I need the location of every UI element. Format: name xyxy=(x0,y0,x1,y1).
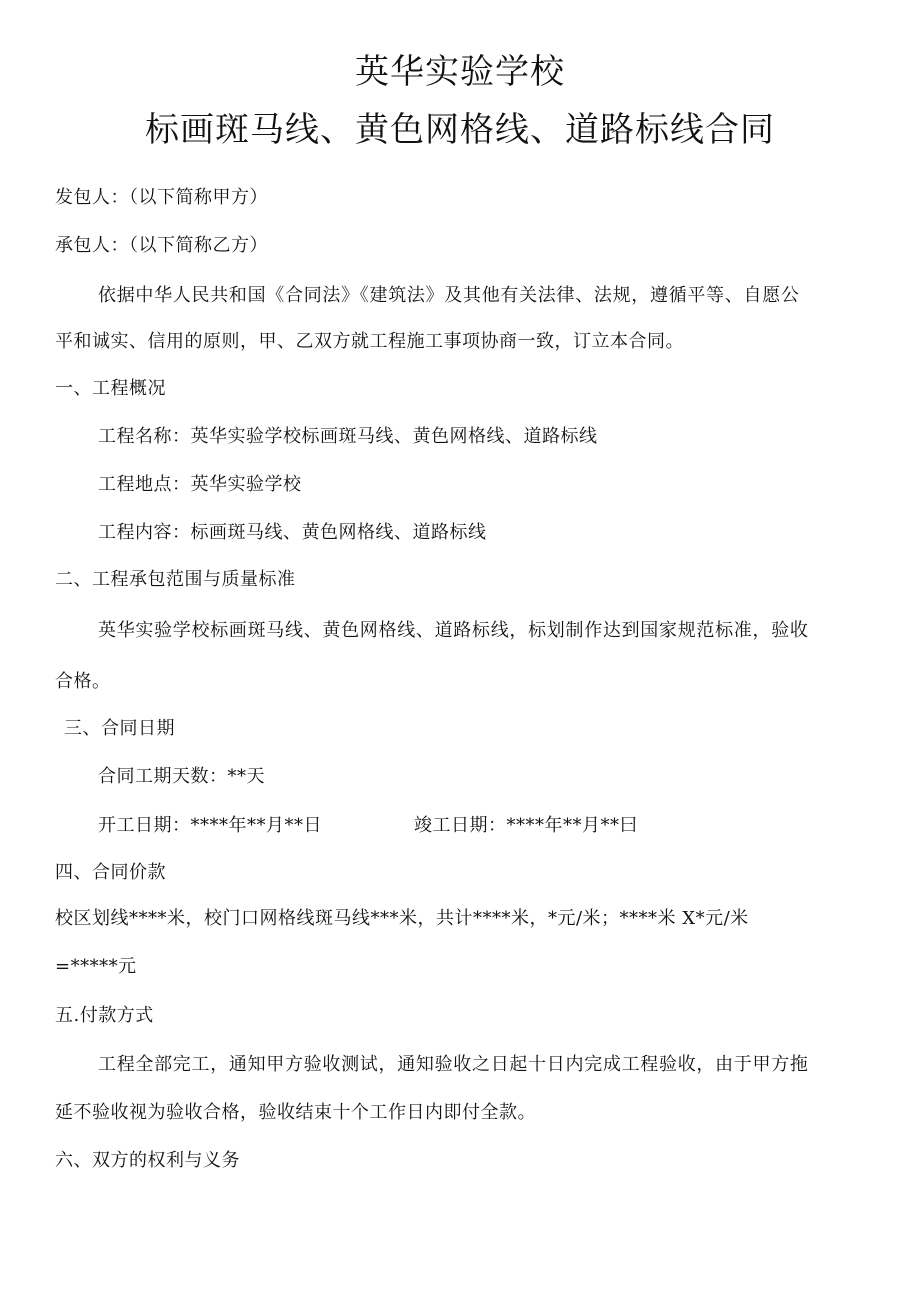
party-a-line: 发包人：（以下简称甲方） xyxy=(55,187,268,208)
start-date: 开工日期：****年**月**日 xyxy=(98,815,322,836)
project-location: 工程地点：英华实验学校 xyxy=(98,474,302,495)
party-b-line: 承包人：（以下简称乙方） xyxy=(55,235,268,256)
payment-line-2: 延不验收视为验收合格，验收结束十个工作日内即付全款。 xyxy=(55,1102,536,1123)
price-line-1: 校区划线****米，校门口网格线斑马线***米，共计****米，*元/米；****米 X*元/米 xyxy=(55,908,749,929)
end-date: 竣工日期：****年**月**曰 xyxy=(414,815,638,836)
project-content: 工程内容：标画斑马线、黄色网格线、道路标线 xyxy=(98,522,487,543)
section-4-heading: 四、合同价款 xyxy=(55,862,166,883)
preamble-line-2: 平和诚实、信用的原则，甲、乙双方就工程施工事项协商一致，订立本合同。 xyxy=(55,331,684,352)
section-6-heading: 六、双方的权利与义务 xyxy=(55,1150,240,1171)
section-2-heading: 二、工程承包范围与质量标准 xyxy=(55,569,296,590)
contract-title: 标画斑马线、黄色网格线、道路标线合同 xyxy=(145,110,775,150)
scope-line-2: 合格。 xyxy=(55,671,111,692)
contract-duration: 合同工期天数：**天 xyxy=(98,766,265,787)
price-line-2: =*****元 xyxy=(55,956,137,977)
section-5-heading: 五.付款方式 xyxy=(55,1005,154,1026)
section-1-heading: 一、工程概况 xyxy=(55,378,166,399)
school-title: 英华实验学校 xyxy=(355,52,565,92)
project-name: 工程名称：英华实验学校标画斑马线、黄色网格线、道路标线 xyxy=(98,426,598,447)
payment-line-1: 工程全部完工，通知甲方验收测试，通知验收之日起十日内完成工程验收，由于甲方拖 xyxy=(98,1054,809,1075)
preamble-line-1: 依据中华人民共和国《合同法》《建筑法》及其他有关法律、法规，遵循平等、自愿公 xyxy=(98,285,800,306)
scope-line-1: 英华实验学校标画斑马线、黄色网格线、道路标线，标划制作达到国家规范标准，验收 xyxy=(98,620,809,641)
section-3-heading: 三、合同日期 xyxy=(64,718,175,739)
